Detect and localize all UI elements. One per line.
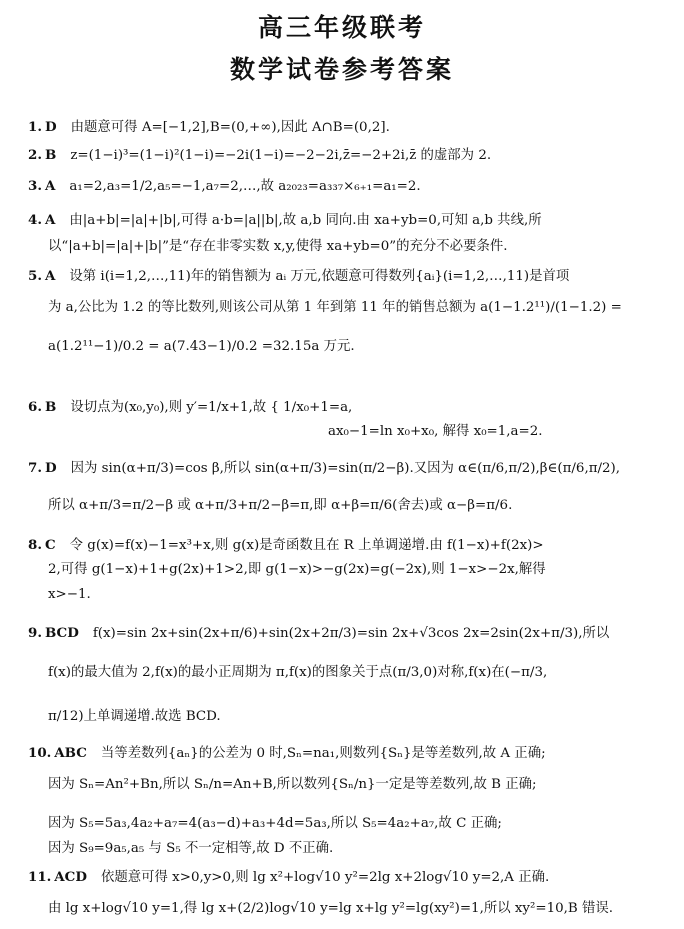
solution-text: f(x)=sin 2x+sin(2x+π/6)+sin(2x+2π/3)=sin 2x+√3cos 2x=2sin(2x+π/3),所以 bbox=[92, 626, 610, 641]
question-continuation-line bbox=[328, 423, 674, 441]
answer-choice: D bbox=[44, 460, 57, 476]
solution-text: 因为 Sₙ=An²+Bn,所以 Sₙ/n=An+B,所以数列{Sₙ/n}一定是等差数列,故 B 正确; bbox=[48, 777, 537, 792]
question-line bbox=[28, 398, 674, 417]
question-number: 7. bbox=[28, 460, 42, 476]
solution-text: 设切点为(x₀,y₀),则 y′=1/x+1,故 { 1/x₀+1=a, bbox=[70, 400, 353, 415]
answer-choice: B bbox=[44, 147, 57, 163]
question-number: 1. bbox=[28, 119, 42, 135]
solution-text: 因为 S₅=5a₃,4a₂+a₇=4(a₃−d)+a₃+4d=5a₃,所以 S₅=4a₂+a₇,故 C 正确; bbox=[48, 816, 502, 831]
question-continuation-line bbox=[48, 664, 674, 682]
answer-choice: A bbox=[44, 212, 56, 228]
solution-text: 为 a,公比为 1.2 的等比数列,则该公司从第 1 年到第 11 年的销售总额为 a(1−1.2¹¹)/(1−1.2) = bbox=[48, 300, 622, 315]
question-line bbox=[28, 211, 674, 230]
page-title: 高三年级联考 bbox=[257, 13, 426, 42]
question-number: 2. bbox=[28, 147, 42, 163]
solution-text: z=(1−i)³=(1−i)²(1−i)=−2i(1−i)=−2−2i,z̄=−2+2i,z̄ 的虚部为 2. bbox=[70, 148, 492, 163]
question-number: 5. bbox=[28, 268, 42, 284]
question-number: 9. bbox=[28, 625, 42, 641]
question-line bbox=[28, 624, 674, 643]
solution-text: 依题意可得 x>0,y>0,则 lg x²+log√10 y²=2lg x+2log√10 y=2,A 正确. bbox=[100, 870, 550, 885]
answer-choice: ACD bbox=[54, 869, 87, 885]
page-subtitle: 数学试卷参考答案 bbox=[229, 55, 454, 84]
solution-text: 由|a+b|=|a|+|b|,可得 a·b=|a||b|,故 a,b 同向.由 xa+yb=0,可知 a,b 共线,所 bbox=[69, 213, 542, 228]
solution-text: x>−1. bbox=[48, 587, 91, 602]
question-continuation-line bbox=[48, 561, 674, 579]
question-continuation-line bbox=[48, 708, 674, 726]
solution-text: a(1.2¹¹−1)/0.2 = a(7.43−1)/0.2 =32.15a 万元. bbox=[48, 339, 355, 354]
question-line bbox=[28, 536, 674, 555]
solution-text: f(x)的最大值为 2,f(x)的最小正周期为 π,f(x)的图象关于点(π/3,0)对称,f(x)在(−π/3, bbox=[48, 665, 548, 680]
question-line bbox=[28, 177, 674, 196]
solution-text: 当等差数列{aₙ}的公差为 0 时,Sₙ=na₁,则数列{Sₙ}是等差数列,故 A 正确; bbox=[100, 746, 546, 761]
solution-text: 令 g(x)=f(x)−1=x³+x,则 g(x)是奇函数且在 R 上单调递增.由 f(1−x)+f(2x)> bbox=[69, 538, 544, 553]
solution-text: 以“|a+b|=|a|+|b|”是“存在非零实数 x,y,使得 xa+yb=0”的充分不必要条件. bbox=[48, 239, 508, 254]
solution-text: 设第 i(i=1,2,…,11)年的销售额为 aᵢ 万元,依题意可得数列{aᵢ}(i=1,2,…,11)是首项 bbox=[69, 269, 570, 284]
question-number: 8. bbox=[28, 537, 42, 553]
solution-text: a₁=2,a₃=1/2,a₅=−1,a₇=2,…,故 a₂₀₂₃=a₃₃₇×₆₊₁=a₁=2. bbox=[69, 179, 421, 194]
question-continuation-line bbox=[48, 586, 674, 604]
question-continuation-line bbox=[48, 776, 674, 794]
question-line bbox=[28, 118, 674, 137]
question-line bbox=[28, 459, 674, 478]
solution-text: 因为 sin(α+π/3)=cos β,所以 sin(α+π/3)=sin(π/2−β).又因为 α∈(π/6,π/2),β∈(π/6,π/2), bbox=[70, 461, 621, 476]
question-number: 10. bbox=[28, 745, 52, 761]
question-continuation-line bbox=[48, 299, 674, 317]
question-number: 3. bbox=[28, 178, 42, 194]
question-line bbox=[28, 146, 674, 165]
solution-text: π/12)上单调递增.故选 BCD. bbox=[48, 709, 221, 724]
answer-choice: B bbox=[44, 399, 57, 415]
solution-text: 由 lg x+log√10 y=1,得 lg x+(2/2)log√10 y=lg x+lg y²=lg(xy²)=1,所以 xy²=10,B 错误. bbox=[48, 901, 613, 916]
solution-text: 由题意可得 A=[−1,2],B=(0,+∞),因此 A∩B=(0,2]. bbox=[70, 120, 390, 135]
answer-choice: A bbox=[44, 178, 56, 194]
solution-text: 所以 α+π/3=π/2−β 或 α+π/3+π/2−β=π,即 α+β=π/6(舍去)或 α−β=π/6. bbox=[48, 498, 513, 513]
question-continuation-line bbox=[48, 338, 674, 356]
question-line bbox=[28, 267, 674, 286]
solution-text: ax₀−1=ln x₀+x₀, 解得 x₀=1,a=2. bbox=[328, 424, 543, 439]
question-line bbox=[28, 744, 674, 763]
answer-choice: D bbox=[44, 119, 57, 135]
question-number: 4. bbox=[28, 212, 42, 228]
solution-text: 因为 S₉=9a₅,a₅ 与 S₅ 不一定相等,故 D 不正确. bbox=[48, 841, 334, 856]
question-continuation-line bbox=[48, 900, 674, 918]
answer-choice: BCD bbox=[44, 625, 79, 641]
question-continuation-line bbox=[48, 238, 674, 256]
question-line bbox=[28, 868, 674, 887]
answer-choice: C bbox=[44, 537, 56, 553]
question-number: 11. bbox=[28, 869, 52, 885]
solution-text: 2,可得 g(1−x)+1+g(2x)+1>2,即 g(1−x)>−g(2x)=g(−2x),则 1−x>−2x,解得 bbox=[48, 562, 546, 577]
question-continuation-line bbox=[48, 815, 674, 833]
question-continuation-line bbox=[48, 497, 674, 515]
question-number: 6. bbox=[28, 399, 42, 415]
answer-choice: ABC bbox=[54, 745, 87, 761]
answer-choice: A bbox=[44, 268, 56, 284]
question-continuation-line bbox=[48, 840, 674, 858]
